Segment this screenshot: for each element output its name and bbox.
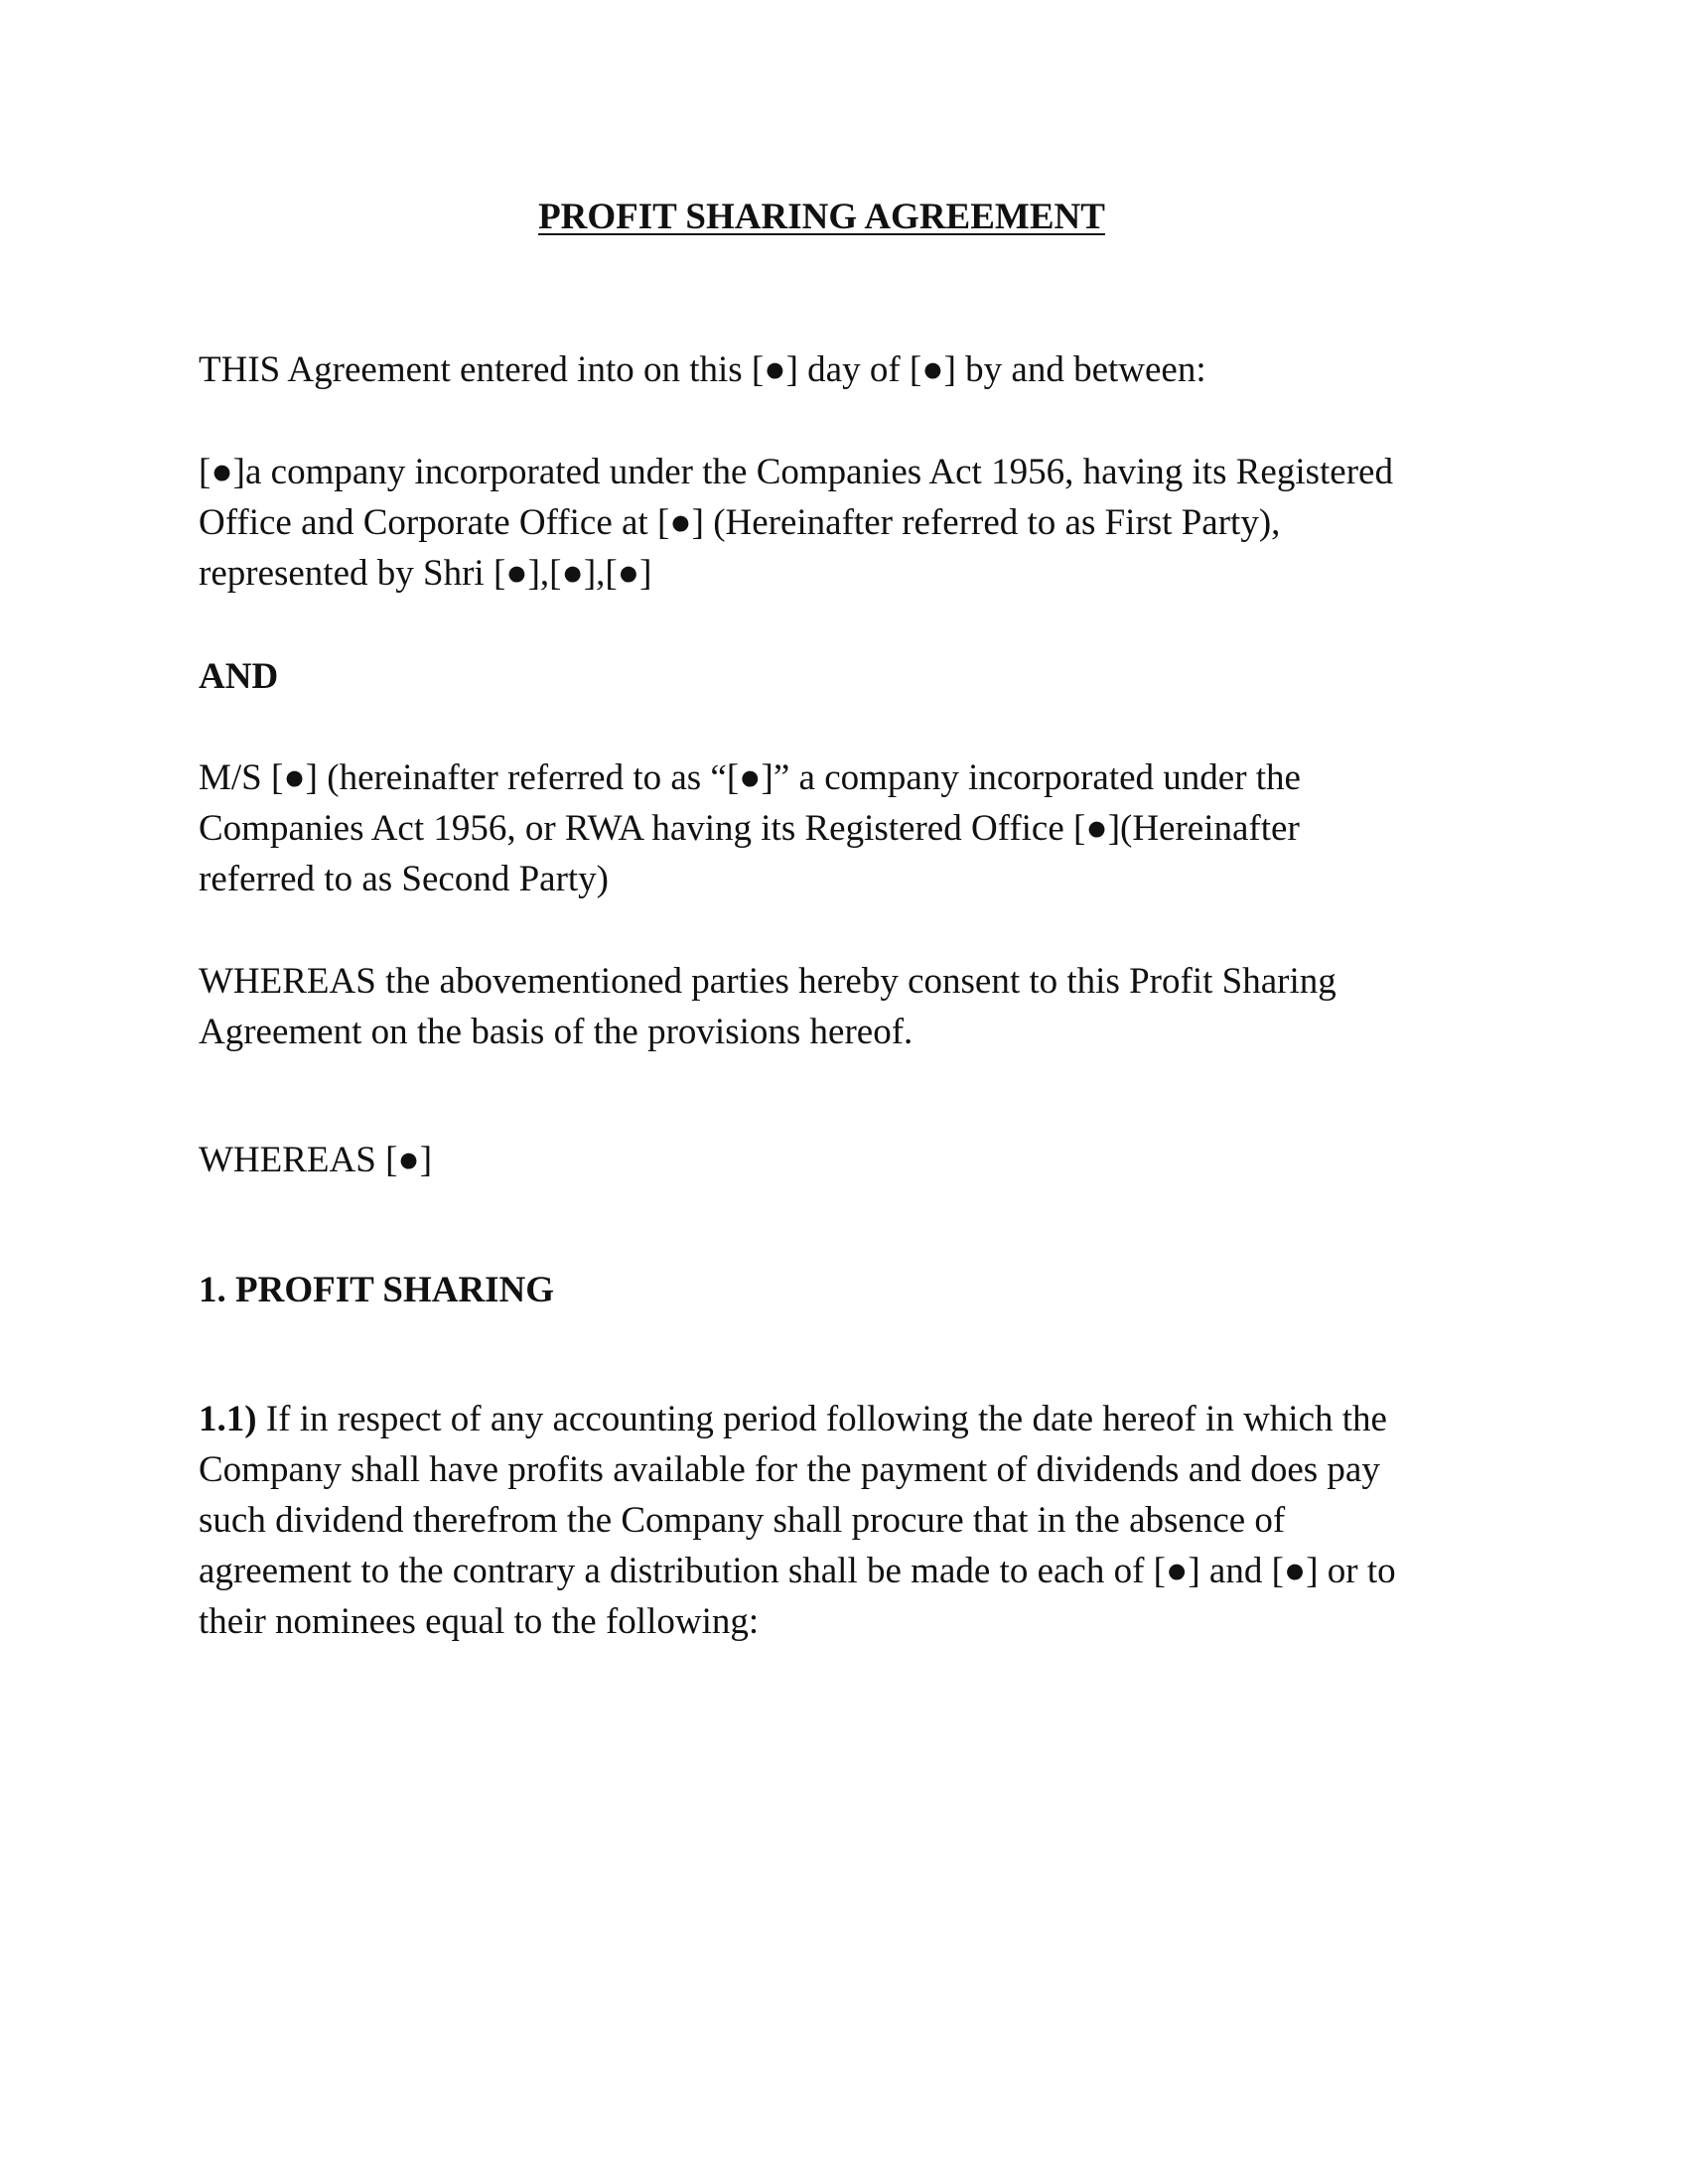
clause-1-1-line-5: their nominees equal to the following: xyxy=(199,1601,760,1642)
whereas-2-line: WHEREAS [●] xyxy=(199,1140,433,1180)
first-party-line-2: Office and Corporate Office at [●] (Hereinafter referred to as First Party), xyxy=(199,502,1281,543)
second-party-line-3: referred to as Second Party) xyxy=(199,859,609,899)
intro-line: THIS Agreement entered into on this [●] day of [●] by and between: xyxy=(199,349,1206,390)
whereas-1-line-2: Agreement on the basis of the provisions hereof. xyxy=(199,1012,914,1052)
whereas-paragraph-1 xyxy=(199,956,1489,1057)
whereas-1-line-1: WHEREAS the abovementioned parties hereby consent to this Profit Sharing xyxy=(199,961,1336,1002)
whereas-paragraph-2 xyxy=(199,1135,1489,1185)
clause-1-1-number: 1.1) xyxy=(199,1399,257,1439)
second-party-paragraph xyxy=(199,752,1489,904)
first-party-line-3: represented by Shri [●],[●],[●] xyxy=(199,553,652,594)
and-label-text: AND xyxy=(199,656,279,697)
intro-paragraph xyxy=(199,344,1489,395)
first-party-paragraph xyxy=(199,447,1489,599)
clause-1-1-line-1-text: If in respect of any accounting period following the date hereof in which the xyxy=(256,1399,1387,1439)
clause-1-1-paragraph xyxy=(199,1394,1489,1647)
second-party-line-2: Companies Act 1956, or RWA having its Registered Office [●](Hereinafter xyxy=(199,808,1300,849)
document-title: PROFIT SHARING AGREEMENT xyxy=(538,197,1105,237)
second-party-line-1: M/S [●] (hereinafter referred to as “[●]” a company incorporated under the xyxy=(199,757,1301,798)
first-party-line-1: [●]a company incorporated under the Companies Act 1956, having its Registered xyxy=(199,452,1393,492)
clause-1-1-line-4: agreement to the contrary a distribution shall be made to each of [●] and [●] or to xyxy=(199,1551,1396,1591)
clause-1-1-line-3: such dividend therefrom the Company shall procure that in the absence of xyxy=(199,1500,1286,1541)
clause-1-1-line-2: Company shall have profits available for the payment of dividends and does pay xyxy=(199,1449,1380,1490)
and-label xyxy=(199,651,1489,702)
clause-1-1-line-1 xyxy=(199,1394,1489,1444)
section-1-heading xyxy=(199,1265,1489,1315)
section-1-heading-text: 1. PROFIT SHARING xyxy=(199,1270,555,1310)
